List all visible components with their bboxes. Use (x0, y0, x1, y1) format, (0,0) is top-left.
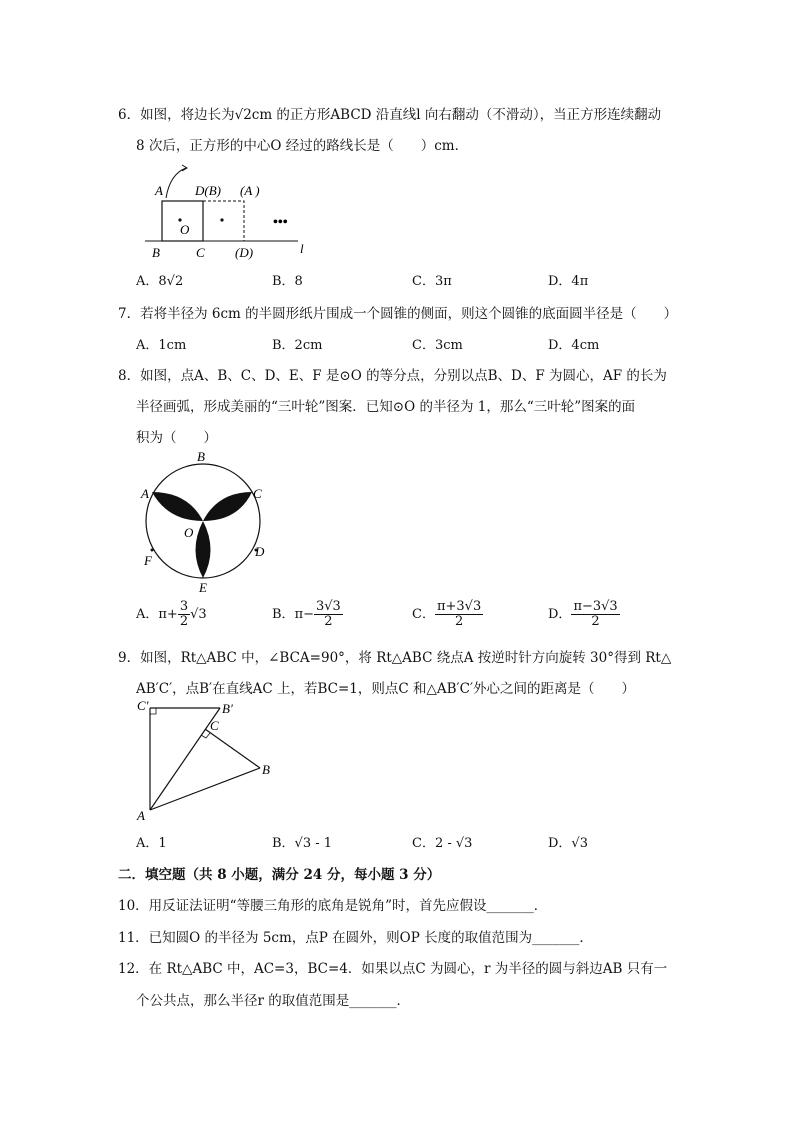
label-e: E (199, 580, 207, 595)
q9-line1: 9．如图，Rt△ABC 中，∠BCA=90°，将 Rt△ABC 绕点A 按逆时针方向旋转 30°得到 Rt△ (118, 650, 672, 666)
q9-option-c: C．2 - √3 (412, 836, 473, 851)
label-b: B (262, 762, 270, 777)
ellipsis-dots: ••• (273, 215, 288, 230)
petal-c (203, 492, 252, 521)
center-o-dot-2 (220, 218, 223, 221)
q7-option-b: B．2cm (272, 338, 323, 353)
q8-option-d: D． $\frac{\pi-3√3}{2}$ (548, 599, 618, 629)
label-d: D (255, 544, 265, 559)
q8-option-b: B．π− $\frac{3√3}{2}$ (272, 599, 341, 629)
q9-option-b: B．√3 - 1 (272, 836, 333, 851)
label-c1: C′ (137, 698, 149, 713)
q8-figure (138, 450, 268, 596)
q7-text: 7．若将半径为 6cm 的半圆形纸片围成一个圆锥的侧面，则这个圆锥的底面圆半径是（ ） (118, 306, 678, 322)
q6-line2: 8 次后，正方形的中心O 经过的路线长是（ ）cm． (136, 138, 469, 154)
label-c: C (196, 245, 205, 260)
q6-figure (140, 160, 330, 262)
label-a: A (137, 808, 145, 823)
q9-figure (134, 696, 284, 824)
q9-line2: AB′C′，点B′在直线AC 上，若BC=1，则点C 和△AB′C′外心之间的距离是（ ） (136, 681, 636, 697)
q8-option-c: C． $\frac{\pi+3√3}{2}$ (412, 599, 482, 629)
label-c: C (210, 718, 219, 733)
label-f: F (144, 553, 152, 568)
q6-option-c: C．3π (412, 274, 452, 289)
roll-arrow (166, 168, 186, 198)
side-ab (150, 768, 260, 810)
label-db: D(B) (195, 183, 221, 198)
q12-line2: 个公共点，那么半径r 的取值范围是_______． (136, 993, 410, 1009)
q8-line3: 积为（ ） (136, 430, 217, 446)
q10-text: 10．用反证法证明“等腰三角形的底角是锐角”时，首先应假设_______． (118, 898, 548, 914)
label-a2: (A ) (240, 183, 260, 198)
label-c: C (253, 486, 262, 501)
q8-line2: 半径画弧，形成美丽的“三叶轮”图案．已知⊙O 的半径为 1，那么“三叶轮”图案的面 (136, 399, 636, 415)
q8-option-a: A．π+ $\frac{3}{2}$ √3 (136, 599, 207, 629)
label-d2: (D) (235, 245, 254, 260)
q8-line1: 8．如图，点A、B、C、D、E、F 是⊙O 的等分点，分别以点B、D、F 为圆心，AF 的长为 (118, 368, 667, 384)
label-o: O (184, 525, 194, 540)
q6-option-a: A．8√2 (136, 274, 184, 289)
square-rolled (203, 201, 244, 241)
q7-option-d: D．4cm (548, 338, 600, 353)
label-o: O (180, 222, 190, 237)
label-b: B (197, 450, 205, 464)
q6-option-d: D．4π (548, 274, 589, 289)
side-cb (205, 729, 260, 768)
q9-option-d: D．√3 (548, 836, 588, 851)
label-a: A (155, 183, 163, 198)
q7-option-a: A．1cm (136, 338, 187, 353)
petal-a (152, 492, 203, 521)
petal-e (196, 521, 211, 578)
q11-text: 11．已知圆O 的半径为 5cm，点P 在圆外，则OP 长度的取值范围为_______． (118, 930, 593, 946)
label-b: B (152, 245, 160, 260)
label-a: A (141, 486, 149, 501)
section-heading: 二．填空题（共 8 小题，满分 24 分，每小题 3 分） (118, 867, 441, 883)
q7-option-c: C．3cm (412, 338, 463, 353)
q6-line1: 6．如图，将边长为√2cm 的正方形ABCD 沿直线l 向右翻动（不滑动），当正方形连续翻动 (118, 107, 662, 123)
q12-line1: 12．在 Rt△ABC 中，AC=3，BC=4．如果以点C 为圆心，r 为半径的圆与斜边AB 只有一 (118, 961, 668, 977)
q9-option-a: A．1 (136, 836, 167, 851)
label-l: l (300, 241, 304, 256)
label-b1: B′ (222, 701, 233, 716)
q6-option-b: B．8 (272, 274, 303, 289)
